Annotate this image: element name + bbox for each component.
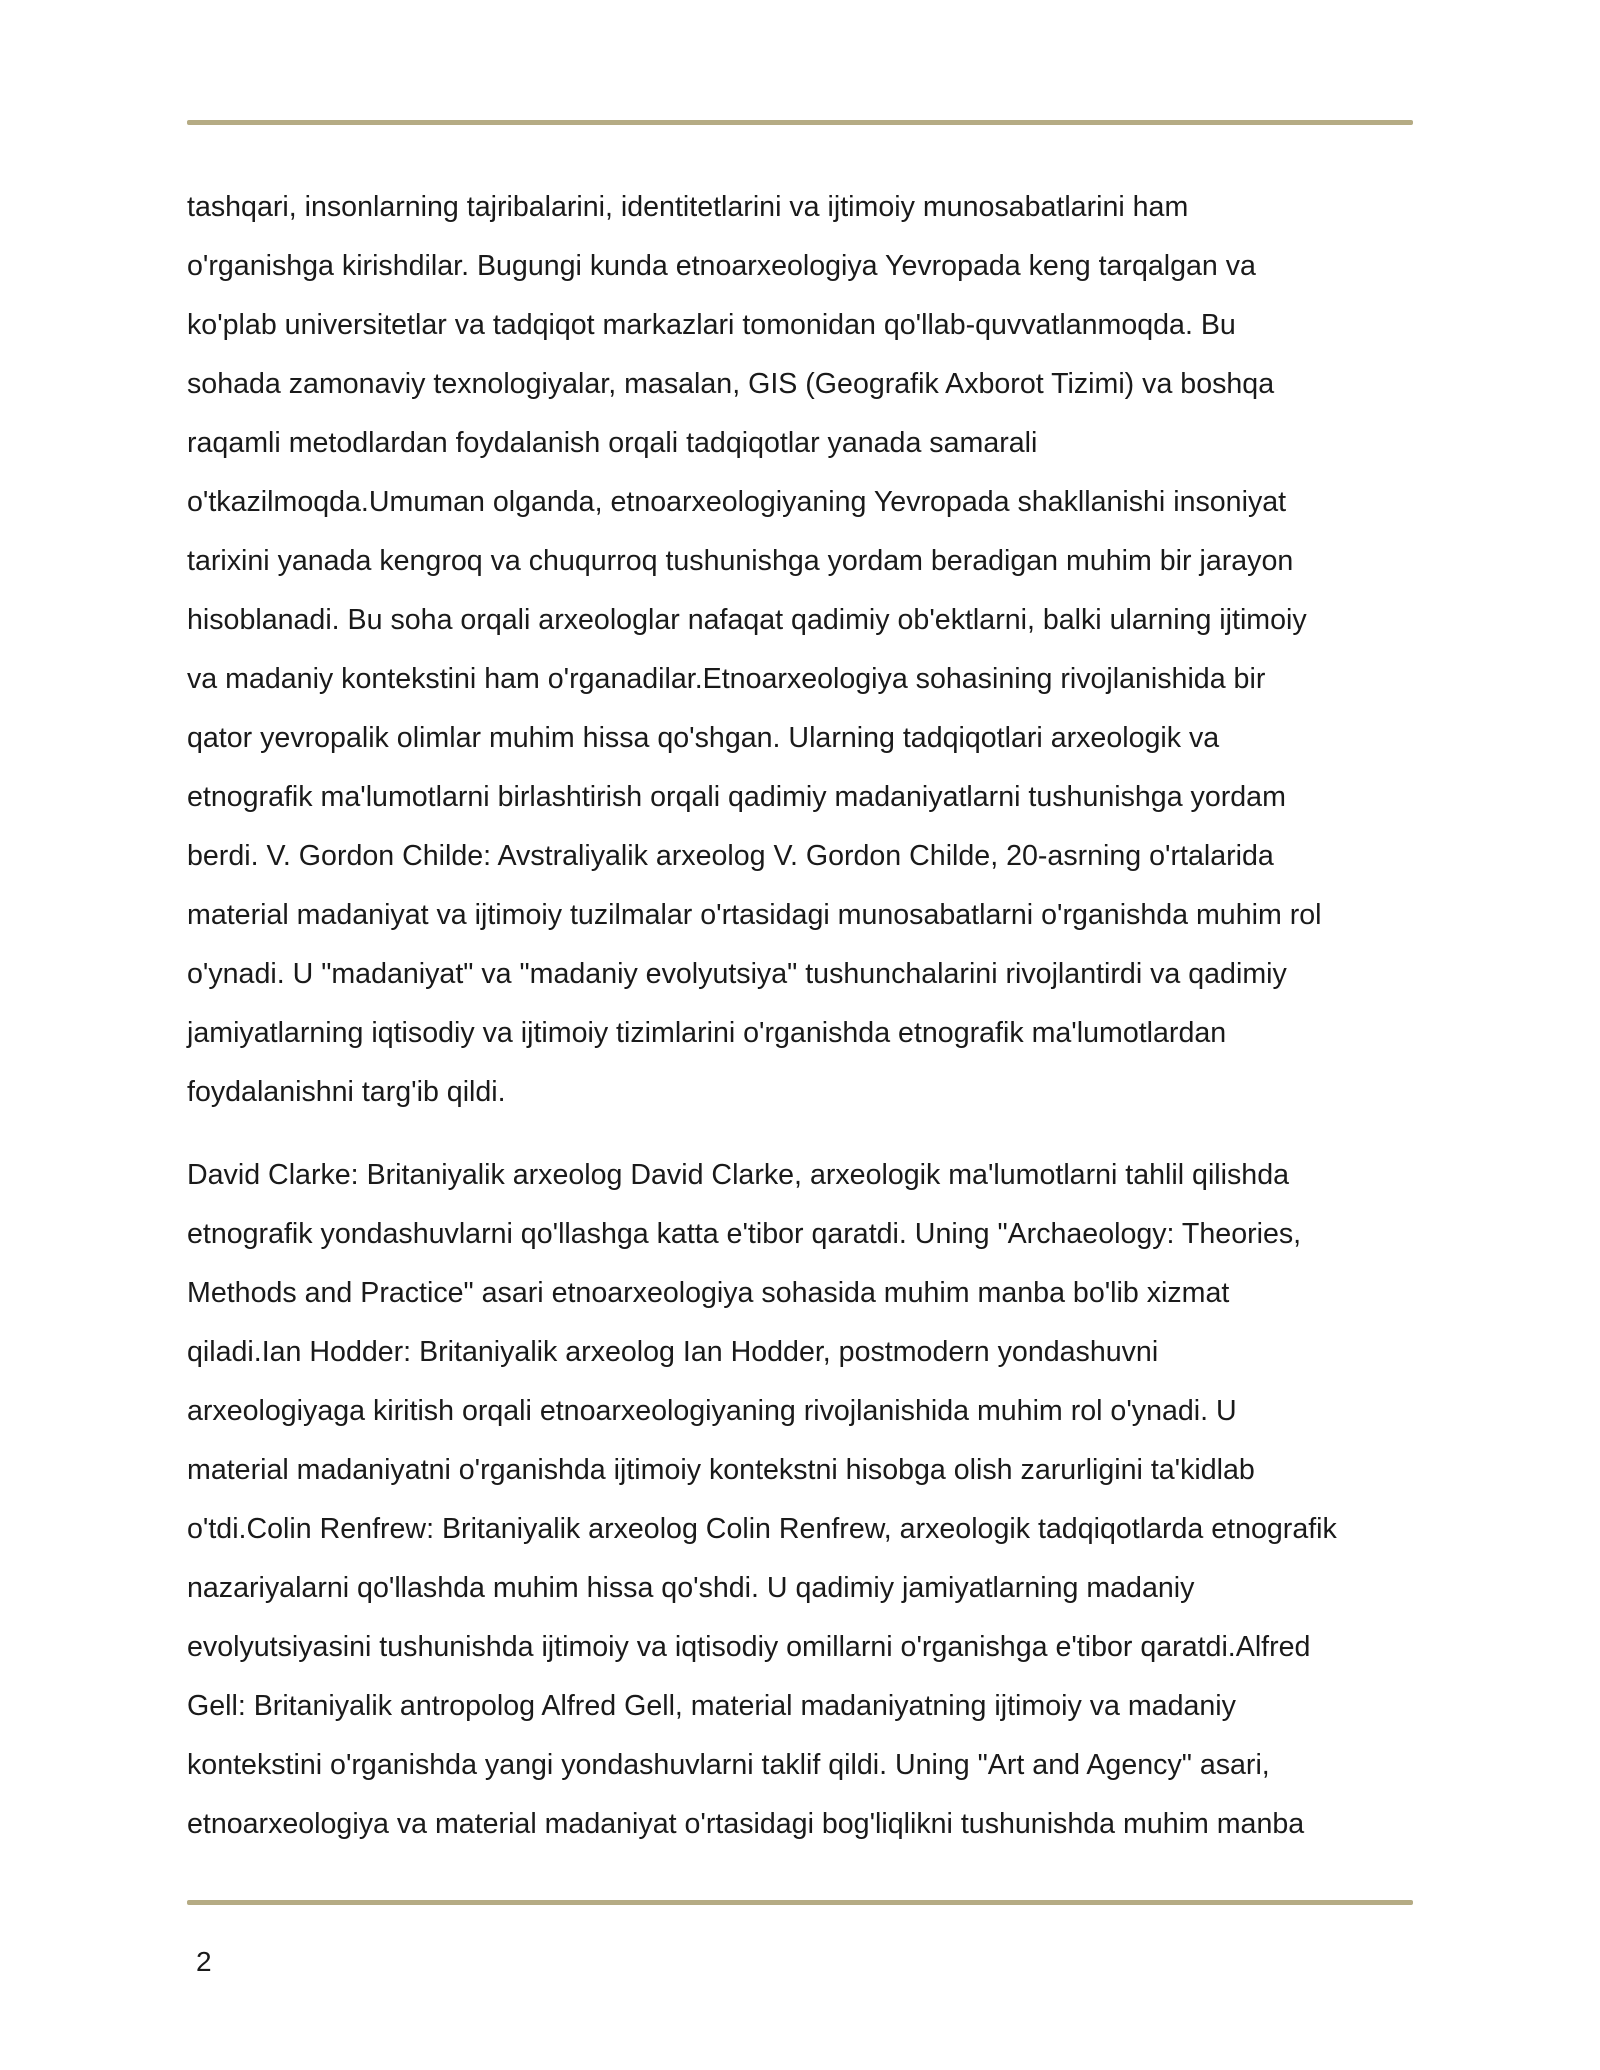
text-line: jamiyatlarning iqtisodiy va ijtimoiy tizimlarini o'rganishda etnografik ma'lumotlardan	[187, 1017, 1227, 1049]
page-number: 2	[196, 1946, 212, 1977]
text-line: o'tkazilmoqda.Umuman olganda, etnoarxeologiyaning Yevropada shakllanishi insoniyat	[187, 486, 1287, 518]
text-line: qator yevropalik olimlar muhim hissa qo'shgan. Ularning tadqiqotlari arxeologik va	[187, 722, 1220, 754]
text-line: kontekstini o'rganishda yangi yondashuvlarni taklif qildi. Uning "Art and Agency" asari,	[187, 1749, 1270, 1781]
paragraph	[187, 1146, 1413, 1854]
text-line: sohada zamonaviy texnologiyalar, masalan, GIS (Geografik Axborot Tizimi) va boshqa	[187, 368, 1275, 400]
text-line: va madaniy kontekstini ham o'rganadilar.Etnoarxeologiya sohasining rivojlanishida bir	[187, 663, 1266, 695]
text-line: Methods and Practice" asari etnoarxeologiya sohasida muhim manba bo'lib xizmat	[187, 1277, 1230, 1309]
text-line: berdi. V. Gordon Childe: Avstraliyalik arxeolog V. Gordon Childe, 20-asrning o'rtalarida	[187, 840, 1274, 872]
text-line: raqamli metodlardan foydalanish orqali tadqiqotlar yanada samarali	[187, 427, 1038, 459]
text-line: o'rganishga kirishdilar. Bugungi kunda etnoarxeologiya Yevropada keng tarqalgan va	[187, 250, 1256, 282]
text-line: etnoarxeologiya va material madaniyat o'rtasidagi bog'liqlikni tushunishda muhim manba	[187, 1808, 1305, 1840]
text-line: tashqari, insonlarning tajribalarini, identitetlarini va ijtimoiy munosabatlarini ham	[187, 191, 1189, 223]
text-line: etnografik ma'lumotlarni birlashtirish orqali qadimiy madaniyatlarni tushunishga yordam	[187, 781, 1286, 813]
text-line: nazariyalarni qo'llashda muhim hissa qo'shdi. U qadimiy jamiyatlarning madaniy	[187, 1572, 1195, 1604]
text-line: David Clarke: Britaniyalik arxeolog David Clarke, arxeologik ma'lumotlarni tahlil qilishda	[187, 1159, 1290, 1191]
text-line: Gell: Britaniyalik antropolog Alfred Gell, material madaniyatning ijtimoiy va madaniy	[187, 1690, 1236, 1722]
body-text	[187, 178, 1413, 1854]
text-line: o'tdi.Colin Renfrew: Britaniyalik arxeolog Colin Renfrew, arxeologik tadqiqotlarda etnografik	[187, 1513, 1337, 1545]
text-line: ko'plab universitetlar va tadqiqot markazlari tomonidan qo'llab-quvvatlanmoqda. Bu	[187, 309, 1236, 341]
text-line: tarixini yanada kengroq va chuqurroq tushunishga yordam beradigan muhim bir jarayon	[187, 545, 1294, 577]
text-line: arxeologiyaga kiritish orqali etnoarxeologiyaning rivojlanishida muhim rol o'ynadi. U	[187, 1395, 1237, 1427]
text-line: hisoblanadi. Bu soha orqali arxeologlar nafaqat qadimiy ob'ektlarni, balki ularning ijtimoiy	[187, 604, 1307, 636]
paragraph	[187, 178, 1413, 1122]
text-line: material madaniyatni o'rganishda ijtimoiy kontekstni hisobga olish zarurligini ta'kidlab	[187, 1454, 1255, 1486]
text-line: material madaniyat va ijtimoiy tuzilmalar o'rtasidagi munosabatlarni o'rganishda muhim rol	[187, 899, 1322, 931]
header-rule	[187, 120, 1413, 125]
text-line: o'ynadi. U "madaniyat" va "madaniy evolyutsiya" tushunchalarini rivojlantirdi va qadimiy	[187, 958, 1287, 990]
text-line: etnografik yondashuvlarni qo'llashga katta e'tibor qaratdi. Uning "Archaeology: Theories,	[187, 1218, 1302, 1250]
footer-rule	[187, 1900, 1413, 1905]
text-line: evolyutsiyasini tushunishda ijtimoiy va iqtisodiy omillarni o'rganishga e'tibor qaratdi.Alfred	[187, 1631, 1311, 1663]
text-line: qiladi.Ian Hodder: Britaniyalik arxeolog Ian Hodder, postmodern yondashuvni	[187, 1336, 1159, 1368]
text-line: foydalanishni targ'ib qildi.	[187, 1076, 506, 1108]
